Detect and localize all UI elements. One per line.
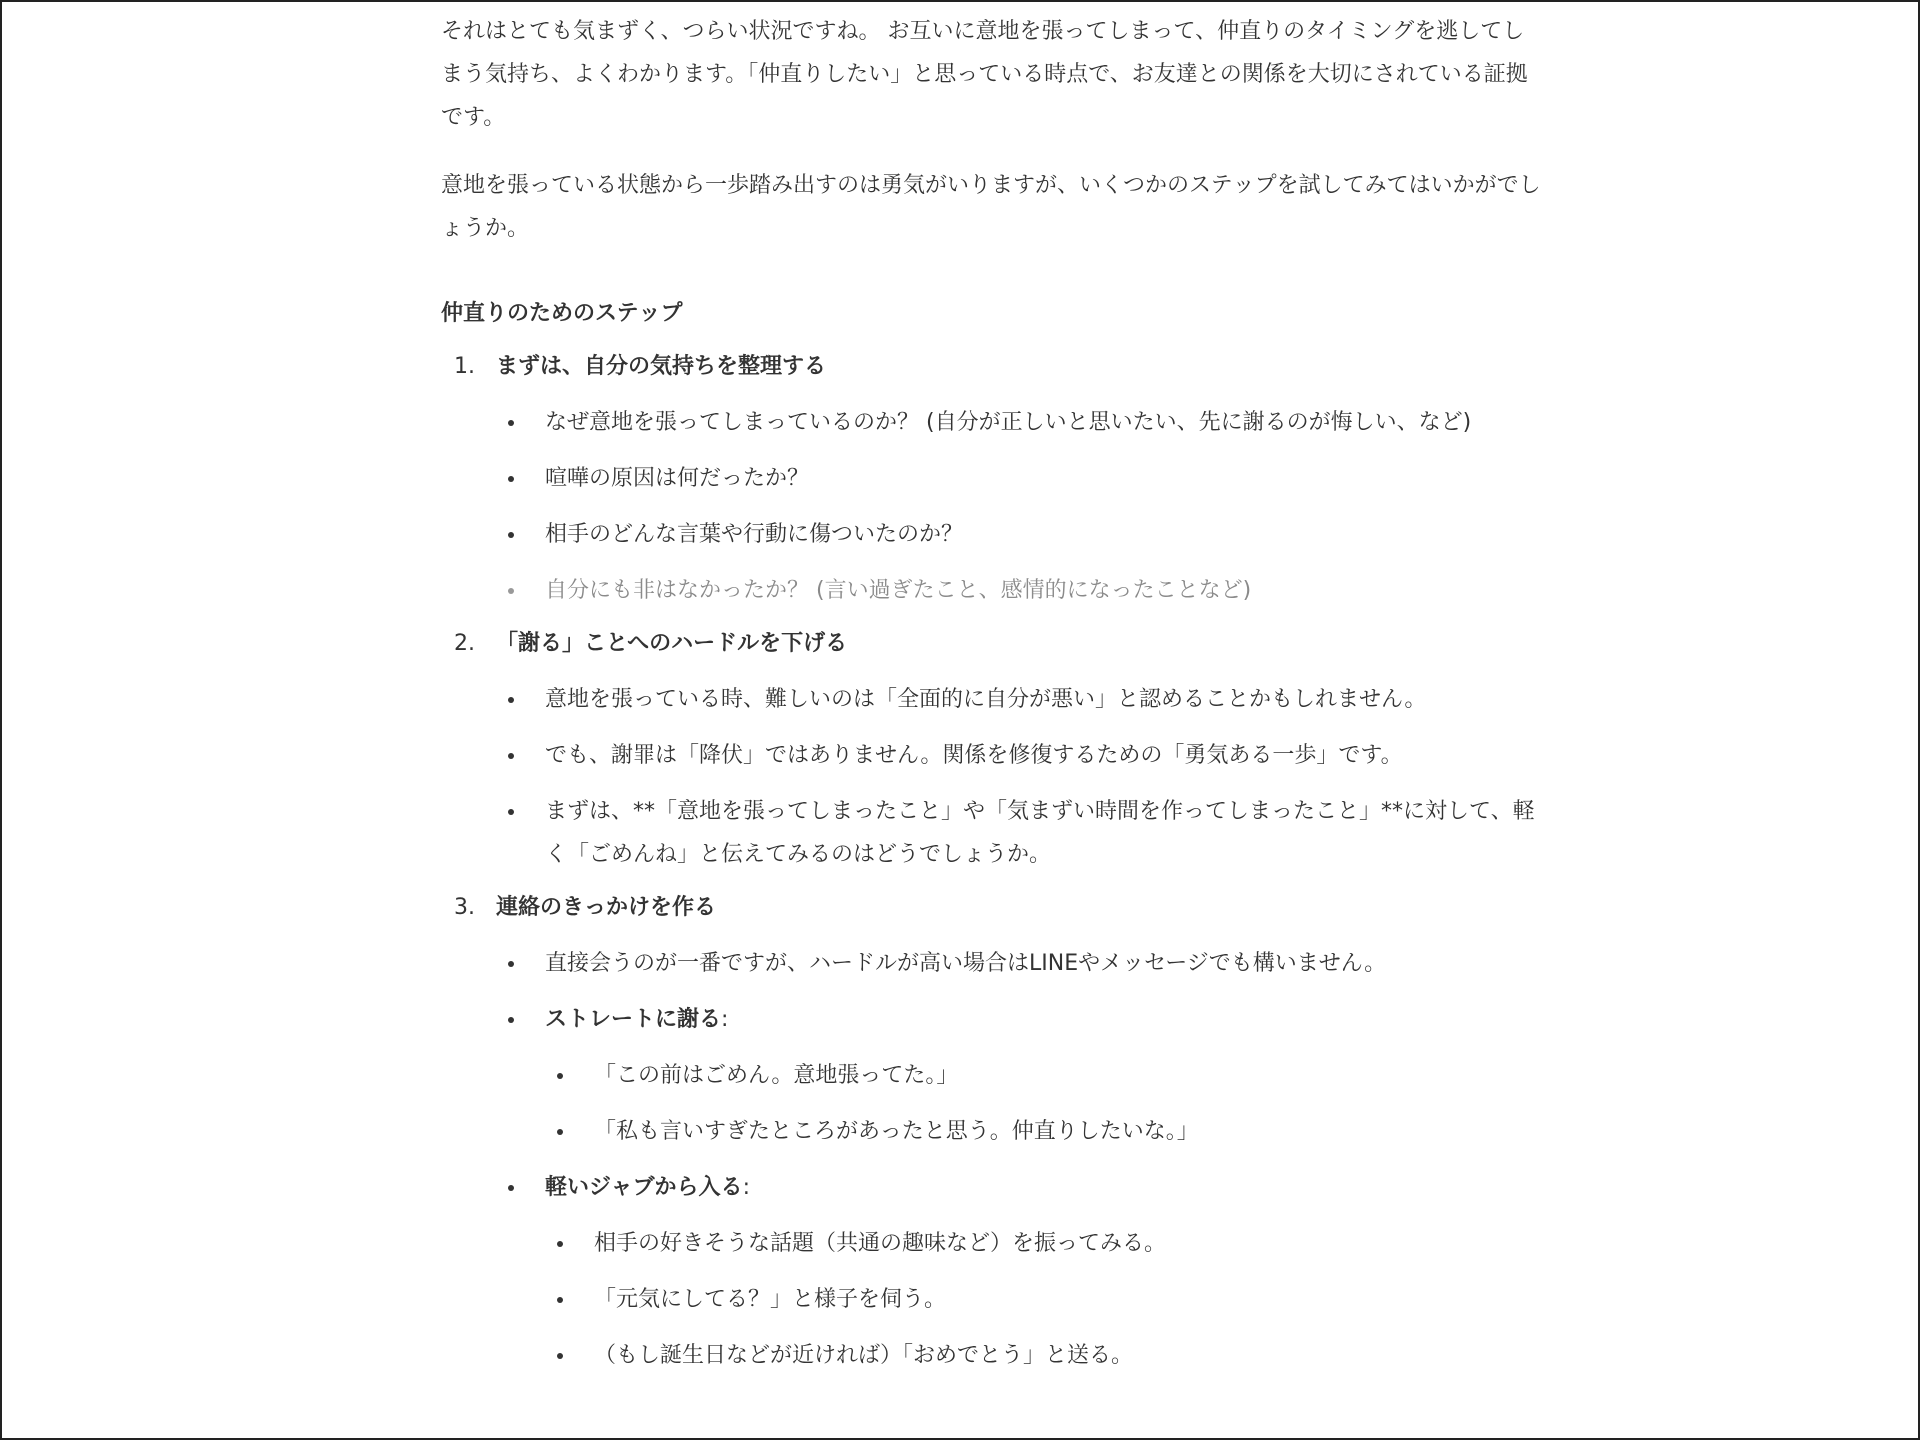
group-suffix: : — [742, 1175, 750, 1200]
list-item: でも、謝罪は「降伏」ではありません。関係を修復するための「勇気ある一歩」です。 — [441, 734, 1541, 777]
step-item — [441, 345, 1541, 612]
nested-list-item: 「私も言いすぎたところがあったと思う。仲直りしたいな。」 — [441, 1110, 1541, 1153]
step-item — [441, 886, 1541, 1377]
nested-list-item: （もし誕生日などが近ければ）「おめでとう」と送る。 — [441, 1334, 1541, 1377]
intro-paragraph: 意地を張っている状態から一歩踏み出すのは勇気がいりますが、いくつかのステップを試してみてはいかがでしょうか。 — [441, 173, 1541, 241]
list-item-group — [441, 998, 1541, 1041]
step-number: 1. — [454, 354, 475, 379]
list-item: まずは、**「意地を張ってしまったこと」や「気まずい時間を作ってしまったこと」**に対して、軽く「ごめんね」と伝えてみるのはどうでしょうか。 — [441, 790, 1541, 876]
step-number: 2. — [454, 631, 475, 656]
chat-response — [441, 10, 1541, 1377]
step-title: 連絡のきっかけを作る — [496, 895, 717, 920]
list-item: 相手のどんな言葉や行動に傷ついたのか？ — [441, 513, 1541, 556]
list-item: なぜ意地を張ってしまっているのか？ (自分が正しいと思いたい、先に謝るのが悔しい、など) — [441, 401, 1541, 444]
group-suffix: : — [721, 1007, 729, 1032]
step-title: 「謝る」ことへのハードルを下げる — [496, 631, 848, 656]
list-item-group — [441, 1166, 1541, 1209]
nested-list-item: 「この前はごめん。意地張ってた。」 — [441, 1054, 1541, 1097]
steps-list — [441, 345, 1541, 1377]
list-item: 直接会うのが一番ですが、ハードルが高い場合はLINEやメッセージでも構いません。 — [441, 942, 1541, 985]
list-item: 自分にも非はなかったか？ (言い過ぎたこと、感情的になったことなど) — [441, 569, 1541, 612]
list-item: 意地を張っている時、難しいのは「全面的に自分が悪い」と認めることかもしれません。 — [441, 678, 1541, 721]
group-label: ストレートに謝る — [545, 1007, 722, 1032]
step-title: まずは、自分の気持ちを整理する — [496, 354, 827, 379]
step-item — [441, 622, 1541, 876]
intro-paragraph: それはとても気まずく、つらい状況ですね。 お互いに意地を張ってしまって、仲直りのタイミングを逃してしまう気持ち、よくわかります。「仲直りしたい」と思っている時点で、お友達との関係を大切にされている証拠です。 — [441, 19, 1528, 130]
nested-list-item: 「元気にしてる？」と様子を伺う。 — [441, 1278, 1541, 1321]
list-item: 喧嘩の原因は何だったか？ — [441, 457, 1541, 500]
step-number: 3. — [454, 895, 475, 920]
nested-list-item: 相手の好きそうな話題（共通の趣味など）を振ってみる。 — [441, 1222, 1541, 1265]
group-label: 軽いジャブから入る — [545, 1175, 743, 1200]
section-heading: 仲直りのためのステップ — [441, 301, 683, 326]
